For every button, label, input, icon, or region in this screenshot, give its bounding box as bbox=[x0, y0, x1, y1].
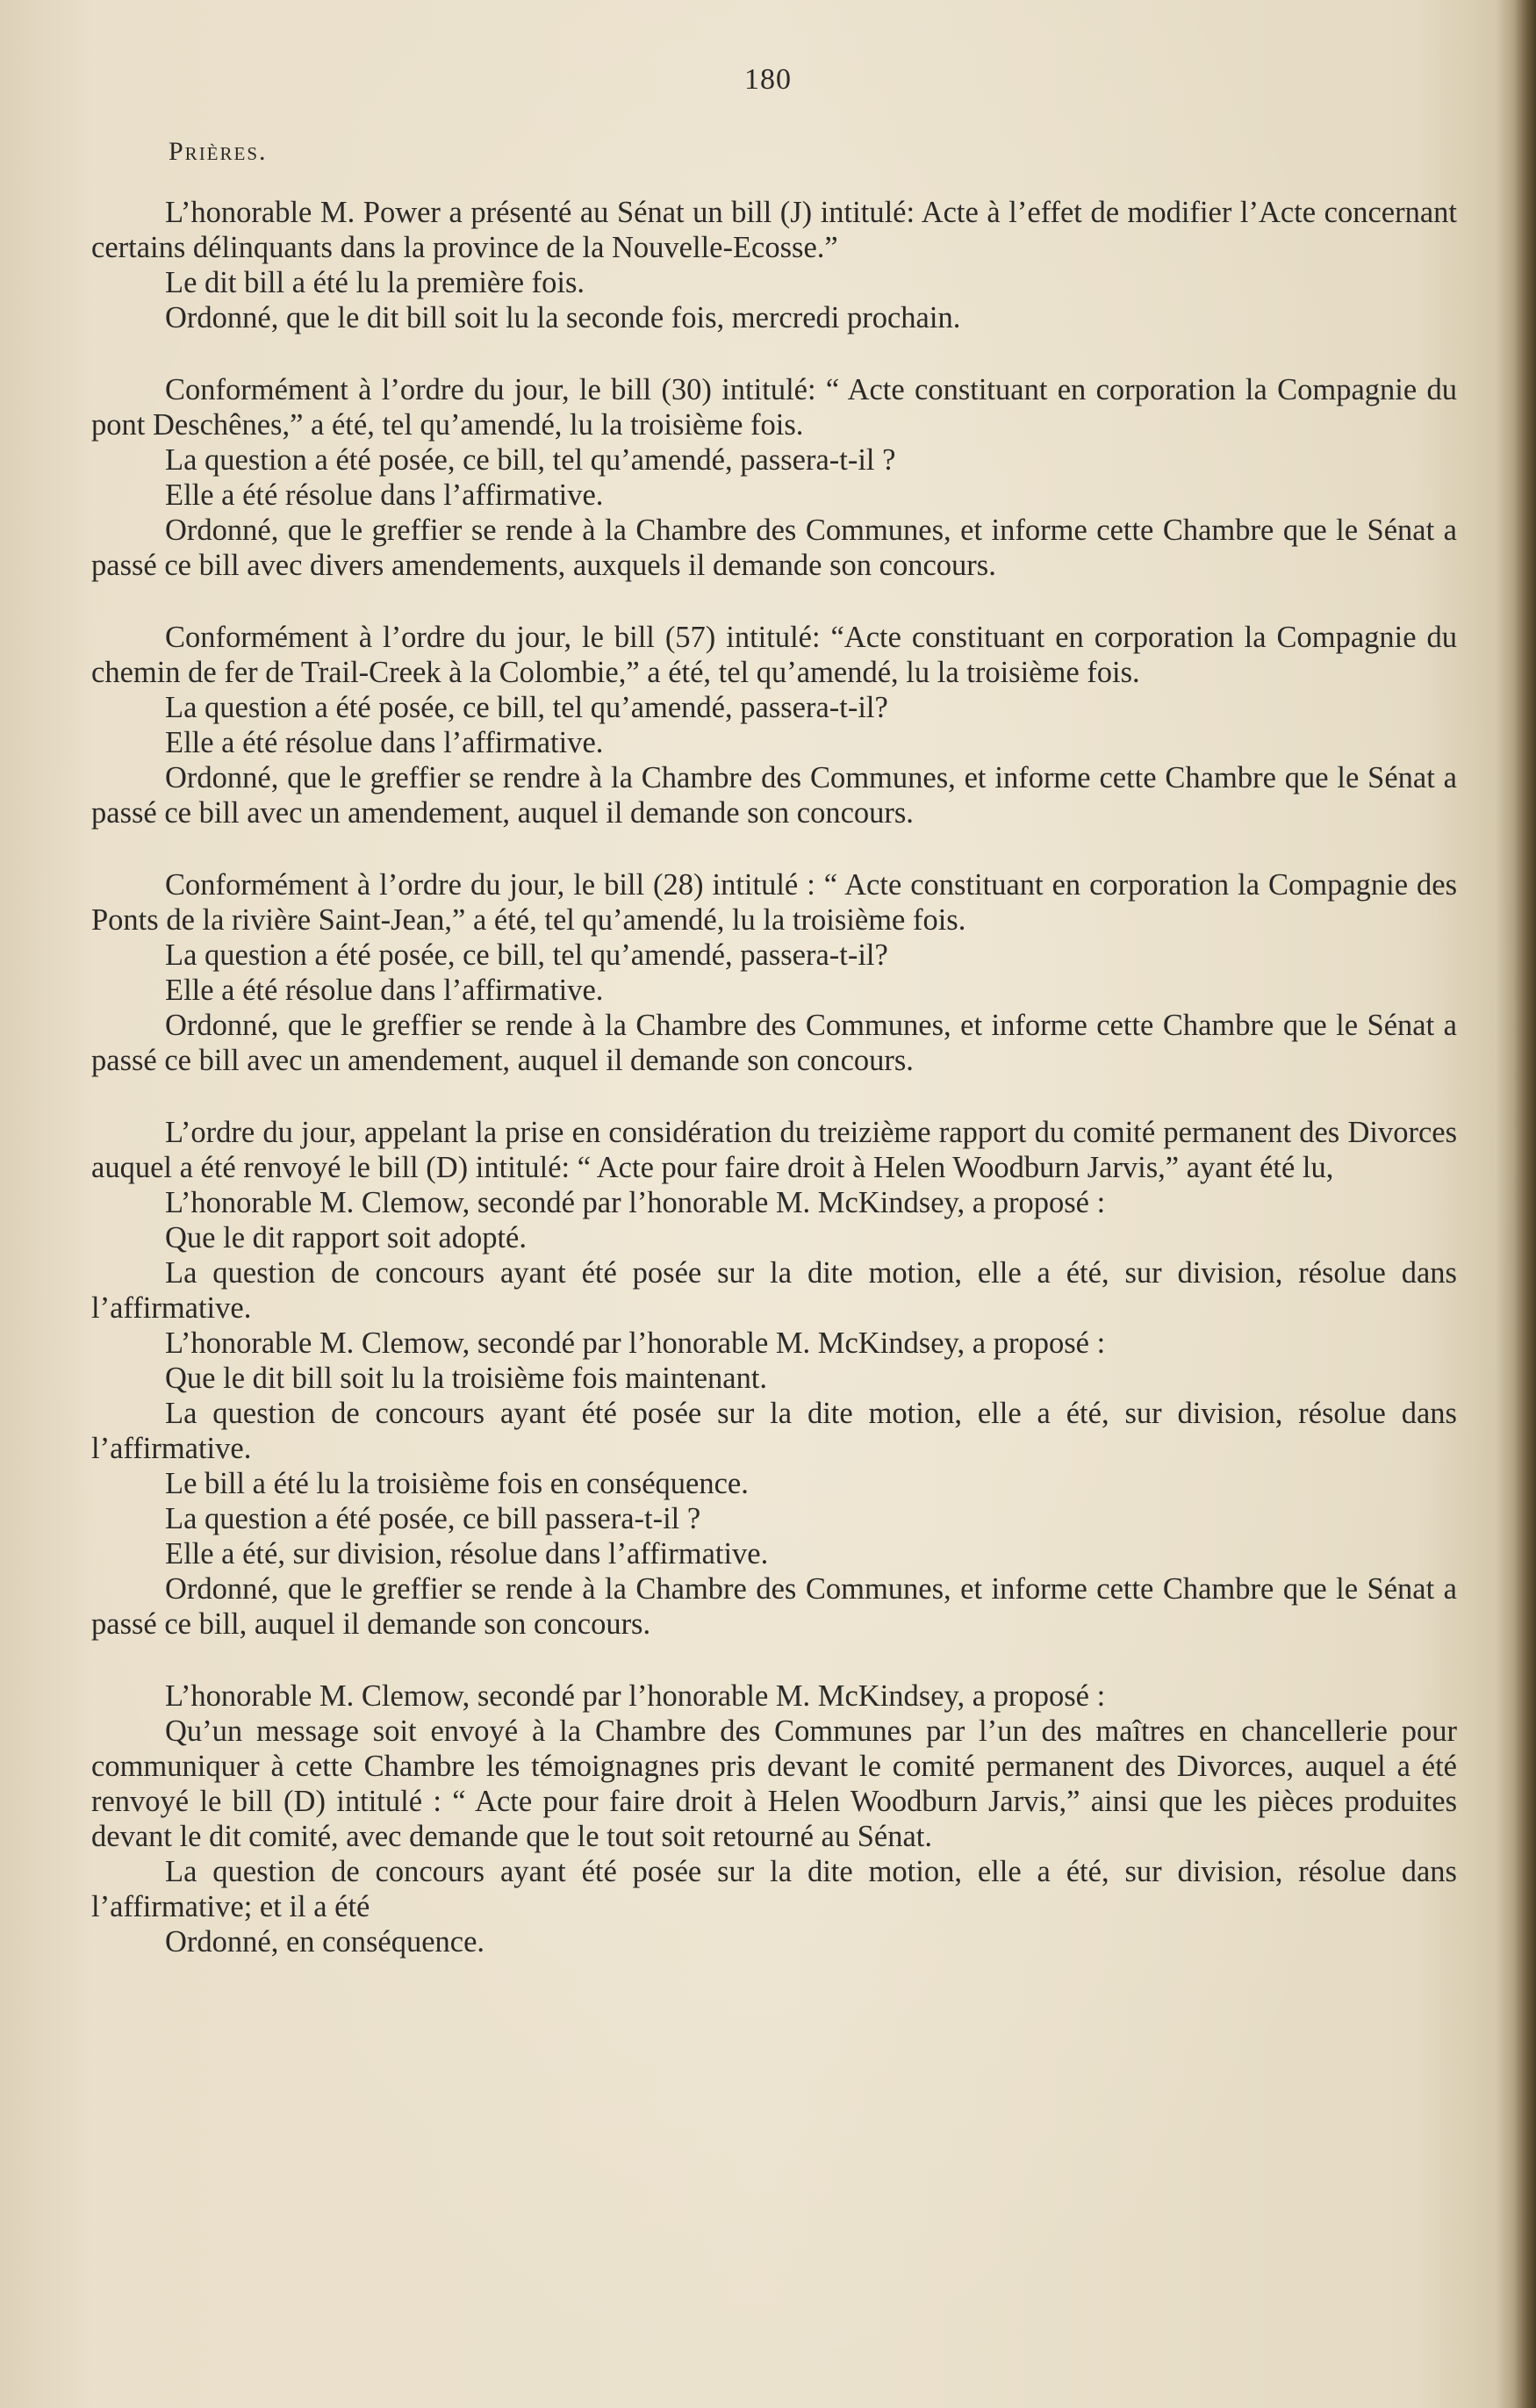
paragraph-bill-28 bbox=[91, 867, 1457, 1078]
text-line: Que le dit rapport soit adopté. bbox=[165, 1221, 527, 1254]
paragraph-bill-d-divorce bbox=[91, 1115, 1457, 1642]
text-line: L’honorable M. Clemow, secondé par l’honorable M. McKindsey, a proposé : bbox=[165, 1679, 1106, 1713]
text-line: Ordonné, que le greffier se rende à la Chambre des Communes, et informe cette Chambre que le Sénat a passé ce bill avec un amendement, auquel il demande son concours. bbox=[91, 1009, 1457, 1077]
text-line: Conformément à l’ordre du jour, le bill (57) intitulé: “Acte constituant en corporation la Compagnie du chemin de fer de Trail-Creek à la Colombie,” a été, tel qu’amendé, lu la troisième fois. bbox=[91, 621, 1457, 689]
paragraph-message-to-commons bbox=[91, 1678, 1457, 1959]
text-line: Que le dit bill soit lu la troisième fois maintenant. bbox=[165, 1362, 768, 1395]
text-line: Elle a été, sur division, résolue dans l’affirmative. bbox=[165, 1537, 769, 1571]
text-line: Ordonné, que le dit bill soit lu la seconde fois, mercredi prochain. bbox=[165, 301, 961, 334]
text-line: La question a été posée, ce bill, tel qu’amendé, passera-t-il ? bbox=[165, 443, 896, 477]
text-line: Elle a été résolue dans l’affirmative. bbox=[165, 478, 604, 512]
paragraph-bill-30 bbox=[91, 372, 1457, 583]
text-line: L’honorable M. Clemow, secondé par l’honorable M. McKindsey, a proposé : bbox=[165, 1186, 1106, 1219]
text-line: La question de concours ayant été posée sur la dite motion, elle a été, sur division, résolue dans l’affirmative. bbox=[91, 1397, 1457, 1465]
paragraph-bill-57 bbox=[91, 620, 1457, 830]
text-line: La question a été posée, ce bill passera-t-il ? bbox=[165, 1502, 701, 1535]
section-heading: Prières. bbox=[169, 137, 268, 166]
text-line: Qu’un message soit envoyé à la Chambre des Communes par l’un des maîtres en chancellerie pour communiquer à cette Chambre les témoignagnes pris devant le comité permanent des Divorces, auquel a été renvoyé le bill (D) intitulé : “ Acte pour faire droit à Helen Woodburn Jarvis,” ainsi que les pièces produites devant le dit comité, avec demande que le tout soit retourné au Sénat. bbox=[91, 1714, 1457, 1853]
book-spine-shadow bbox=[1496, 0, 1536, 2408]
paragraph-bill-j bbox=[91, 195, 1457, 335]
page-number: 180 bbox=[744, 63, 792, 96]
text-line: Conformément à l’ordre du jour, le bill (30) intitulé: “ Acte constituant en corporation la Compagnie du pont Deschênes,” a été, tel qu’amendé, lu la troisième fois. bbox=[91, 373, 1457, 442]
text-line: Ordonné, que le greffier se rende à la Chambre des Communes, et informe cette Chambre que le Sénat a passé ce bill avec divers amendements, auxquels il demande son concours. bbox=[91, 514, 1457, 582]
text-line: L’ordre du jour, appelant la prise en considération du treizième rapport du comité permanent des Divorces auquel a été renvoyé le bill (D) intitulé: “ Acte pour faire droit à Helen Woodburn Jarvis,” ayant été lu, bbox=[91, 1116, 1457, 1184]
text-line: Le bill a été lu la troisième fois en conséquence. bbox=[165, 1467, 749, 1500]
body-text bbox=[91, 195, 1457, 1996]
text-line: La question a été posée, ce bill, tel qu’amendé, passera-t-il? bbox=[165, 691, 888, 724]
text-line: La question a été posée, ce bill, tel qu’amendé, passera-t-il? bbox=[165, 938, 888, 972]
text-line: L’honorable M. Power a présenté au Sénat un bill (J) intitulé: Acte à l’effet de modifier l’Acte concernant certains délinquants dans la province de la Nouvelle-Ecosse.” bbox=[91, 196, 1457, 264]
text-line: Elle a été résolue dans l’affirmative. bbox=[165, 974, 604, 1007]
text-line: Conformément à l’ordre du jour, le bill (28) intitulé : “ Acte constituant en corporation la Compagnie des Ponts de la rivière Saint-Jean,” a été, tel qu’amendé, lu la troisième fois. bbox=[91, 868, 1457, 937]
text-line: Elle a été résolue dans l’affirmative. bbox=[165, 726, 604, 759]
text-line: La question de concours ayant été posée sur la dite motion, elle a été, sur division, résolue dans l’affirmative; et il a été bbox=[91, 1855, 1457, 1923]
text-line: Ordonné, que le greffier se rendre à la Chambre des Communes, et informe cette Chambre que le Sénat a passé ce bill avec un amendement, auquel il demande son concours. bbox=[91, 761, 1457, 830]
text-line: Le dit bill a été lu la première fois. bbox=[165, 266, 585, 299]
text-line: L’honorable M. Clemow, secondé par l’honorable M. McKindsey, a proposé : bbox=[165, 1326, 1106, 1360]
text-line: La question de concours ayant été posée sur la dite motion, elle a été, sur division, résolue dans l’affirmative. bbox=[91, 1256, 1457, 1325]
text-line: Ordonné, en conséquence. bbox=[165, 1925, 485, 1959]
text-line: Ordonné, que le greffier se rende à la Chambre des Communes, et informe cette Chambre que le Sénat a passé ce bill, auquel il demande son concours. bbox=[91, 1572, 1457, 1641]
